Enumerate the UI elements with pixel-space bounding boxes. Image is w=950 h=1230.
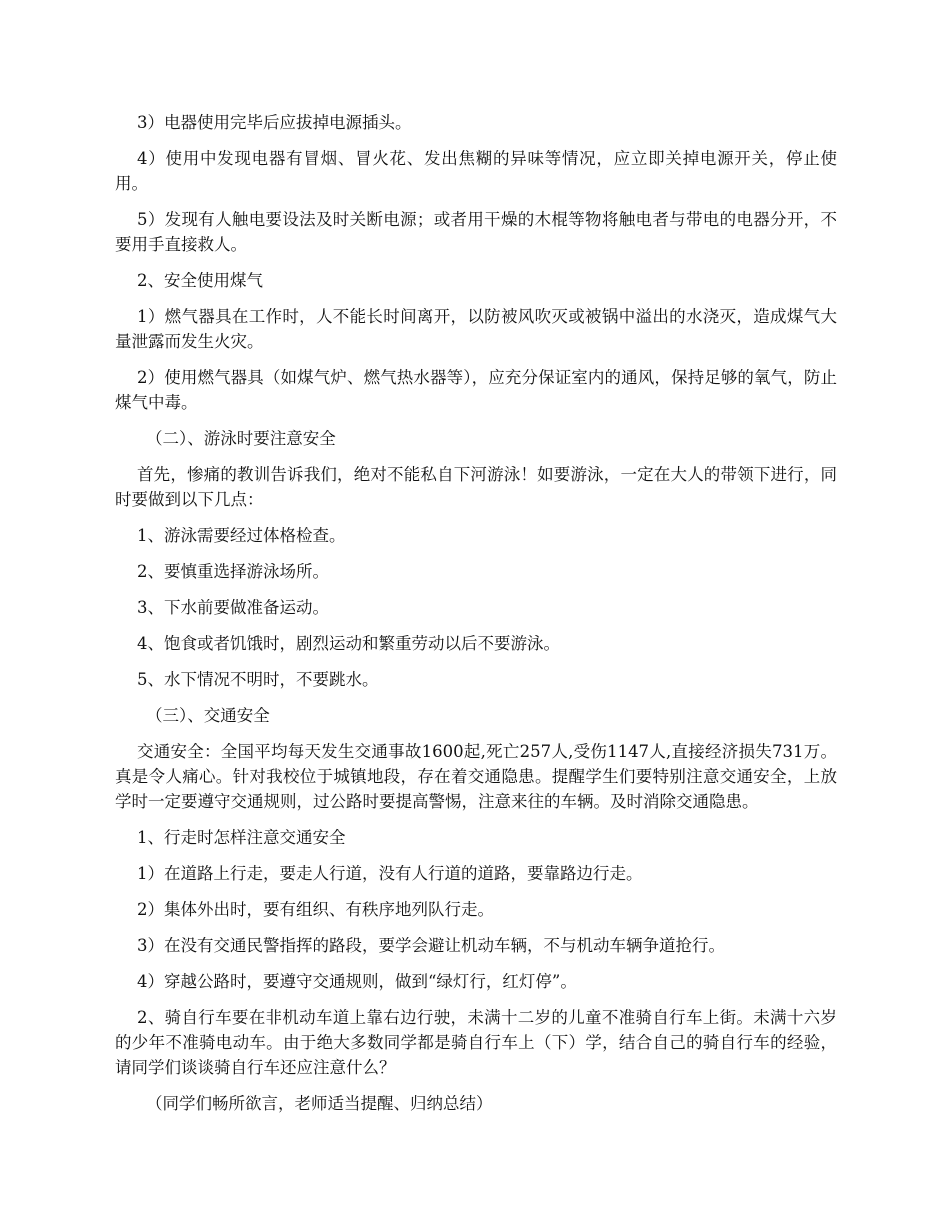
list-item-swim-health-check: 1、游泳需要经过体格检查。 <box>137 526 346 545</box>
list-item-swim-location: 2、要慎重选择游泳场所。 <box>137 562 329 581</box>
heading-swimming-safety: （二）、游泳时要注意安全 <box>146 429 336 448</box>
list-item-swim-warmup: 3、下水前要做准备运动。 <box>137 598 329 617</box>
list-item-swim-no-full-hungry: 4、饱食或者饥饿时，剧烈运动和繁重劳动以后不要游泳。 <box>137 634 560 653</box>
paragraph-swimming-intro: 首先，惨痛的教训告诉我们，绝对不能私自下河游泳！如要游泳，一定在大人的带领下进行，同时要做到以下几点： <box>115 465 837 509</box>
list-item-walk-yield: 3）在没有交通民警指挥的路段，要学会避让机动车辆，不与机动车辆争道抢行。 <box>137 936 725 955</box>
heading-gas-safety: 2、安全使用煤气 <box>137 271 263 290</box>
list-item-walk-traffic-light: 4）穿越公路时，要遵守交通规则，做到“绿灯行，红灯停”。 <box>137 972 577 991</box>
heading-walking-safety: 1、行走时怎样注意交通安全 <box>137 828 346 847</box>
paragraph-electric-shock-rescue: 5）发现有人触电要设法及时关断电源；或者用干燥的木棍等物将触电者与带电的电器分开，不要用手直接救人。 <box>115 210 837 254</box>
paragraph-unplug-after-use: 3）电器使用完毕后应拔掉电源插头。 <box>137 113 412 132</box>
list-item-walk-group: 2）集体外出时，要有组织、有秩序地列队行走。 <box>137 900 494 919</box>
paragraph-traffic-statistics: 交通安全：全国平均每天发生交通事故1600起,死亡257人,受伤1147人,直接经济损失731万。真是令人痛心。针对我校位于城镇地段，存在着交通隐患。提醒学生们要特别注意交通安全，上放学时一定要遵守交通规则，过公路时要提高警惕，注意来往的车辆。及时消除交通隐患。 <box>115 742 837 811</box>
paragraph-bicycle-rules: 2、骑自行车要在非机动车道上靠右边行驶，未满十二岁的儿童不准骑自行车上街。未满十六岁的少年不准骑电动车。由于绝大多数同学都是骑自行车上（下）学，结合自己的骑自行车的经验，请同学们谈谈骑自行车还应注意什么？ <box>115 1008 837 1077</box>
paragraph-gas-ventilation: 2）使用燃气器具（如煤气炉、燃气热水器等），应充分保证室内的通风，保持足够的氧气，防止煤气中毒。 <box>115 368 837 412</box>
list-item-walk-sidewalk: 1）在道路上行走，要走人行道，没有人行道的道路，要靠路边行走。 <box>137 864 643 883</box>
document-page <box>115 110 837 1127</box>
list-item-swim-no-diving: 5、水下情况不明时，不要跳水。 <box>137 670 379 689</box>
paragraph-class-discussion-note: （同学们畅所欲言，老师适当提醒、归纳总结） <box>146 1094 493 1113</box>
heading-traffic-safety: （三）、交通安全 <box>146 706 270 725</box>
paragraph-smoke-spark-switch-off: 4）使用中发现电器有冒烟、冒火花、发出焦糊的异味等情况，应立即关掉电源开关，停止使用。 <box>115 149 837 193</box>
paragraph-gas-appliance-attention: 1）燃气器具在工作时，人不能长时间离开，以防被风吹灭或被锅中溢出的水浇灭，造成煤气大量泄露而发生火灾。 <box>115 307 837 351</box>
